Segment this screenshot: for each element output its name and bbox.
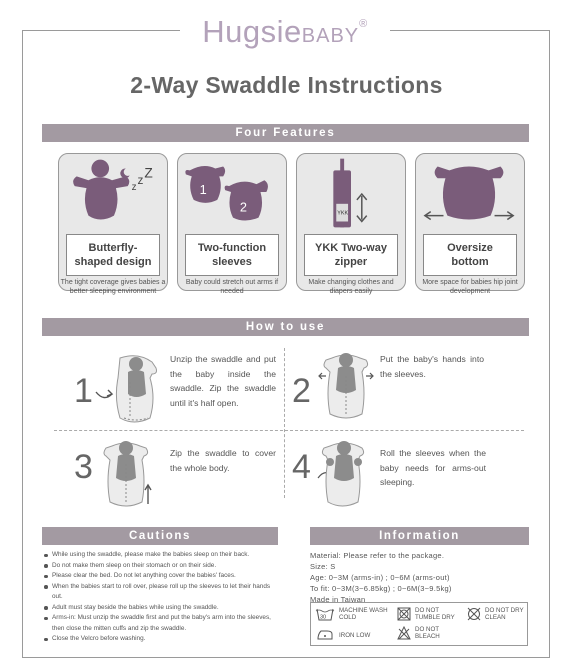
caution-item: When the babies start to roll over, please roll up the sleeves to let their hands out.: [42, 582, 278, 603]
machine-wash-30-icon: [315, 607, 335, 621]
step-number: 4: [292, 448, 311, 486]
caution-item: Close the Velcro before washing.: [42, 634, 278, 645]
section-header-cautions: Cautions: [42, 527, 278, 545]
caution-item: Do not make them sleep on their stomach or on their side.: [42, 561, 278, 572]
care-label: DO NOT DRY CLEAN: [485, 607, 524, 621]
feature-label: Butterfly-shaped design: [66, 234, 160, 276]
step-instruction: Put the baby's hands into the sleeves.: [380, 354, 484, 379]
caution-item: Please clear the bed. Do not let anything cover the babies' faces.: [42, 571, 278, 582]
page-title: 2-Way Swaddle Instructions: [130, 72, 443, 98]
feature-card-sleeves: [177, 153, 287, 291]
care-label: IRON LOW: [339, 631, 371, 639]
care-item-dry-clean: [467, 607, 527, 621]
step-3-illustration: [100, 434, 158, 512]
caution-item: While using the swaddle, please make the babies sleep on their back.: [42, 550, 278, 561]
feature-description: The tight coverage gives babies a better sleeping environment: [60, 279, 166, 295]
svg-text:z: z: [137, 174, 144, 188]
info-size: Size: S: [310, 562, 336, 571]
ykk-tag: YKK: [337, 210, 349, 217]
step-divider-vertical: [284, 348, 285, 498]
step-2-illustration: [318, 346, 374, 422]
sleeve-number-1: 1: [199, 182, 207, 197]
sleeve-number-2: 2: [239, 199, 247, 215]
feature-description: Baby could stretch out arms if needed: [185, 279, 279, 295]
step-1-illustration: [94, 348, 160, 428]
feature-card-oversize: [415, 153, 525, 291]
info-material: Material: Please refer to the package.: [310, 551, 445, 560]
no-dry-clean-icon: [467, 607, 481, 621]
step-instruction: Roll the sleeves when the baby needs for arms-out sleeping.: [380, 448, 486, 487]
svg-text:Z: Z: [144, 165, 153, 181]
feature-label: YKK Two-way zipper: [304, 234, 398, 276]
step-instruction: Unzip the swaddle and put the baby inside the swaddle. Zip the swaddle until it's half open.: [170, 354, 276, 408]
care-item-bleach: [397, 626, 467, 640]
zipper-icon: [297, 154, 405, 234]
feature-description: Make changing clothes and diapers easily: [308, 279, 394, 295]
svg-text:z: z: [131, 182, 137, 194]
cautions-list: [42, 550, 278, 645]
iron-low-icon: [315, 628, 335, 642]
info-origin: Made in Taiwan: [310, 595, 366, 604]
brand-name: Hugsie: [202, 14, 302, 49]
care-label: MACHINE WASH COLD: [339, 607, 388, 621]
step-number: 1: [74, 372, 93, 410]
feature-label: Oversize bottom: [423, 234, 517, 276]
no-bleach-icon: [397, 626, 411, 640]
info-fit: To fit: 0~3M(3~6.85kg) ; 0~6M(3~9.5kg): [310, 584, 452, 593]
section-header-information: Information: [310, 527, 529, 545]
step-instruction: Zip the swaddle to cover the whole body.: [170, 448, 276, 473]
caution-item: Adult must stay beside the babies while using the swaddle.: [42, 603, 278, 614]
info-age: Age: 0~3M (arms-in) ; 0~6M (arms-out): [310, 573, 450, 582]
brand-logo: [180, 14, 390, 54]
feature-card-zipper: [296, 153, 406, 291]
care-label: DO NOT TUMBLE DRY: [415, 607, 455, 621]
step-number: 2: [292, 372, 311, 410]
step-number: 3: [74, 448, 93, 486]
information-block: [310, 550, 530, 605]
feature-card-butterfly: [58, 153, 168, 291]
care-item-iron: [315, 628, 395, 642]
svg-text:30: 30: [320, 614, 327, 621]
care-label-box: [310, 602, 528, 646]
section-header-features: Four Features: [42, 124, 529, 142]
care-item-tumble: [397, 607, 467, 621]
care-item-wash: [315, 607, 397, 621]
sleeves-icon: [178, 154, 286, 234]
caution-item: Arms-in: Must unzip the swaddle first and put the baby's arm into the sleeves, then close the mitten cuffs and zip the swaddle.: [42, 613, 278, 634]
no-tumble-dry-icon: [397, 607, 411, 621]
brand-sub: BABY: [301, 25, 360, 47]
step-divider-horizontal: [54, 430, 524, 431]
section-header-how-to-use: How to use: [42, 318, 529, 336]
feature-label: Two-function sleeves: [185, 234, 279, 276]
feature-description: More space for babies hip joint development: [422, 279, 518, 295]
registered-mark: ®: [359, 18, 368, 30]
butterfly-swaddle-icon: [59, 154, 167, 234]
oversize-bottom-icon: [416, 154, 524, 234]
step-4-illustration: [316, 434, 372, 512]
care-label: DO NOT BLEACH: [415, 626, 440, 640]
